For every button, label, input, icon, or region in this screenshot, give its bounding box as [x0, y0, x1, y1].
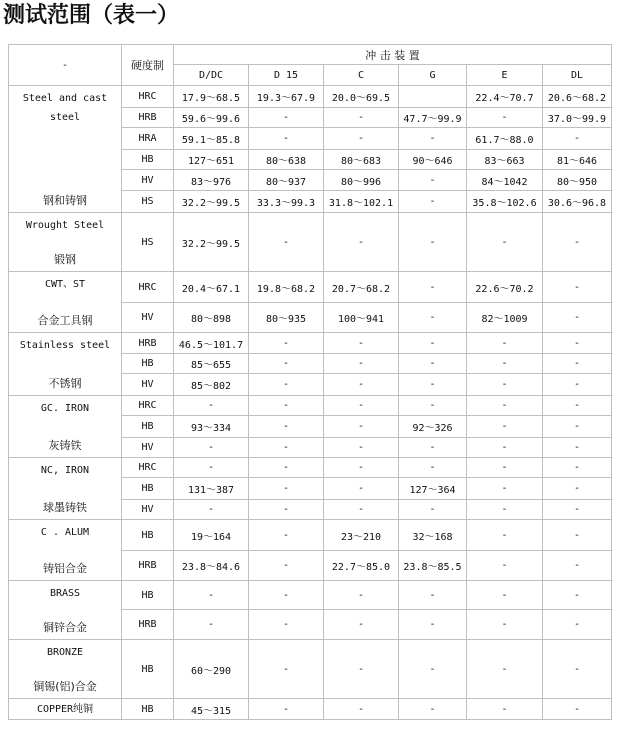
- material-cell: [9, 458, 122, 520]
- range-cell: -: [249, 416, 324, 438]
- material-name-cn: 不锈钢: [48, 377, 82, 390]
- hardness-scale-cell: HV: [122, 374, 174, 396]
- material-cell: [9, 396, 122, 458]
- hardness-scale-cell: HB: [122, 416, 174, 438]
- range-cell: 127～364: [399, 478, 467, 500]
- table-row: [9, 520, 612, 551]
- table-row: [9, 86, 612, 108]
- hardness-scale-cell: HS: [122, 191, 174, 213]
- range-cell: -: [249, 458, 324, 478]
- table-row: [9, 333, 612, 354]
- material-name-en: BRASS: [49, 588, 81, 599]
- range-cell: -: [543, 333, 612, 354]
- range-cell: -: [543, 396, 612, 416]
- range-cell: -: [467, 333, 543, 354]
- range-cell: -: [324, 610, 399, 640]
- range-cell: 80～638: [249, 150, 324, 170]
- range-cell: 131～387: [174, 478, 249, 500]
- range-cell: -: [249, 354, 324, 374]
- range-cell: -: [543, 416, 612, 438]
- hardness-scale-cell: HRB: [122, 551, 174, 581]
- hardness-scale-cell: HRC: [122, 396, 174, 416]
- range-cell: 30.6～96.8: [543, 191, 612, 213]
- hardness-scale-cell: HS: [122, 213, 174, 272]
- range-cell: -: [467, 108, 543, 128]
- material-cell: [9, 581, 122, 640]
- range-cell: 37.0～99.9: [543, 108, 612, 128]
- range-cell: 46.5～101.7: [174, 333, 249, 354]
- range-cell: -: [543, 458, 612, 478]
- range-cell: -: [324, 458, 399, 478]
- header-device-5: E: [467, 65, 543, 86]
- range-cell: -: [543, 354, 612, 374]
- range-cell: 22.6～70.2: [467, 272, 543, 303]
- hardness-scale-cell: HB: [122, 581, 174, 610]
- range-cell: 35.8～102.6: [467, 191, 543, 213]
- range-cell: 93～334: [174, 416, 249, 438]
- range-cell: -: [467, 520, 543, 551]
- range-cell: -: [174, 438, 249, 458]
- range-cell: 80～996: [324, 170, 399, 191]
- range-cell: -: [399, 640, 467, 699]
- material-name-en: GC. IRON: [40, 403, 90, 414]
- range-cell: -: [249, 333, 324, 354]
- range-cell: 22.4～70.7: [467, 86, 543, 108]
- range-cell: -: [324, 640, 399, 699]
- range-cell: 81～646: [543, 150, 612, 170]
- range-cell: -: [399, 128, 467, 150]
- range-cell: 31.8～102.1: [324, 191, 399, 213]
- range-cell: 85～802: [174, 374, 249, 396]
- range-cell: 80～937: [249, 170, 324, 191]
- range-cell: 80～935: [249, 303, 324, 333]
- range-cell: -: [324, 354, 399, 374]
- range-cell: -: [249, 478, 324, 500]
- range-cell: -: [467, 354, 543, 374]
- range-cell: -: [174, 500, 249, 520]
- range-cell: 82～1009: [467, 303, 543, 333]
- hardness-scale-cell: HRC: [122, 458, 174, 478]
- material-name-cn: 钢和铸钢: [43, 194, 87, 207]
- range-cell: -: [324, 438, 399, 458]
- range-cell: 83～976: [174, 170, 249, 191]
- range-cell: -: [324, 213, 399, 272]
- hardness-scale-cell: HV: [122, 500, 174, 520]
- range-cell: -: [467, 478, 543, 500]
- range-cell: -: [249, 374, 324, 396]
- range-cell: -: [543, 374, 612, 396]
- range-cell: 32.2～99.5: [174, 191, 249, 213]
- range-cell: 22.7～85.0: [324, 551, 399, 581]
- range-cell: 80～683: [324, 150, 399, 170]
- range-cell: 100～941: [324, 303, 399, 333]
- range-cell: 19～164: [174, 520, 249, 551]
- range-cell: -: [543, 640, 612, 699]
- range-cell: 20.6～68.2: [543, 86, 612, 108]
- range-cell: -: [399, 272, 467, 303]
- range-cell: -: [543, 520, 612, 551]
- hardness-scale-cell: HRB: [122, 333, 174, 354]
- range-cell: 61.7～88.0: [467, 128, 543, 150]
- table-row: [9, 699, 612, 720]
- range-cell: -: [249, 640, 324, 699]
- range-cell: 90～646: [399, 150, 467, 170]
- material-name-cn: 合金工具钢: [37, 314, 93, 327]
- range-cell: [399, 86, 467, 108]
- hardness-scale-cell: HB: [122, 520, 174, 551]
- hardness-range-table: [8, 44, 612, 720]
- range-cell: -: [249, 396, 324, 416]
- range-cell: -: [467, 396, 543, 416]
- range-cell: -: [399, 354, 467, 374]
- range-cell: -: [399, 458, 467, 478]
- range-cell: 20.0～69.5: [324, 86, 399, 108]
- range-cell: -: [249, 581, 324, 610]
- range-cell: -: [467, 438, 543, 458]
- range-cell: -: [399, 610, 467, 640]
- hardness-scale-cell: HB: [122, 354, 174, 374]
- range-cell: -: [324, 333, 399, 354]
- range-cell: 80～898: [174, 303, 249, 333]
- range-cell: -: [324, 396, 399, 416]
- material-name-en: BRONZE: [46, 647, 84, 658]
- hardness-scale-cell: HB: [122, 699, 174, 720]
- header-device-2: D 15: [249, 65, 324, 86]
- range-cell: 92～326: [399, 416, 467, 438]
- material-name-cn: 灰铸铁: [48, 439, 82, 452]
- range-cell: -: [543, 478, 612, 500]
- range-cell: -: [399, 374, 467, 396]
- material-cell: [9, 272, 122, 333]
- material-name-cn: 球墨铸铁: [43, 501, 87, 514]
- range-cell: 47.7～99.9: [399, 108, 467, 128]
- material-name-cn: 铜锡(铝)合金: [33, 680, 97, 693]
- range-cell: -: [324, 581, 399, 610]
- range-cell: -: [543, 213, 612, 272]
- range-cell: -: [467, 610, 543, 640]
- material-name-en: Stainless steel: [19, 340, 111, 351]
- hardness-scale-cell: HB: [122, 640, 174, 699]
- range-cell: -: [249, 438, 324, 458]
- range-cell: 84～1042: [467, 170, 543, 191]
- range-cell: -: [174, 458, 249, 478]
- hardness-scale-cell: HRB: [122, 610, 174, 640]
- range-cell: -: [543, 272, 612, 303]
- range-cell: -: [399, 303, 467, 333]
- material-name-en: Steel and cast steel: [22, 93, 108, 123]
- range-cell: -: [467, 640, 543, 699]
- range-cell: -: [467, 458, 543, 478]
- header-impact-device: 冲 击 装 置: [174, 45, 612, 65]
- range-cell: -: [467, 213, 543, 272]
- header-device-3: C: [324, 65, 399, 86]
- range-cell: 33.3～99.3: [249, 191, 324, 213]
- range-cell: 45～315: [174, 699, 249, 720]
- material-name-en: NC, IRON: [40, 465, 90, 476]
- range-cell: -: [543, 699, 612, 720]
- hardness-scale-cell: HB: [122, 478, 174, 500]
- range-cell: -: [399, 500, 467, 520]
- range-cell: 80～950: [543, 170, 612, 191]
- table-header: [9, 45, 612, 86]
- range-cell: -: [324, 128, 399, 150]
- range-cell: -: [543, 438, 612, 458]
- table-row: [9, 213, 612, 272]
- hardness-scale-cell: HRC: [122, 272, 174, 303]
- range-cell: -: [543, 581, 612, 610]
- hardness-scale-cell: HV: [122, 303, 174, 333]
- header-dash-cell: -: [9, 45, 122, 86]
- range-cell: 85～655: [174, 354, 249, 374]
- range-cell: -: [324, 500, 399, 520]
- range-cell: 32～168: [399, 520, 467, 551]
- range-cell: -: [399, 396, 467, 416]
- range-cell: -: [467, 500, 543, 520]
- table-row: [9, 581, 612, 610]
- range-cell: 23.8～85.5: [399, 551, 467, 581]
- table-body: [9, 86, 612, 720]
- range-cell: 19.3～67.9: [249, 86, 324, 108]
- material-cell: [9, 699, 122, 720]
- material-name-cn: 锻钢: [54, 253, 76, 266]
- range-cell: -: [249, 213, 324, 272]
- header-device-4: G: [399, 65, 467, 86]
- range-cell: -: [249, 610, 324, 640]
- range-cell: -: [324, 416, 399, 438]
- range-cell: -: [324, 374, 399, 396]
- range-cell: -: [174, 396, 249, 416]
- range-cell: -: [467, 416, 543, 438]
- range-cell: -: [399, 438, 467, 458]
- range-cell: -: [174, 581, 249, 610]
- material-cell: [9, 213, 122, 272]
- range-cell: -: [324, 108, 399, 128]
- range-cell: -: [467, 374, 543, 396]
- range-cell: -: [543, 128, 612, 150]
- table-row: [9, 272, 612, 303]
- table-row: [9, 396, 612, 416]
- range-cell: -: [324, 699, 399, 720]
- hardness-scale-cell: HV: [122, 438, 174, 458]
- hardness-scale-cell: HV: [122, 170, 174, 191]
- range-cell: 32.2～99.5: [174, 213, 249, 272]
- range-cell: -: [249, 520, 324, 551]
- range-cell: -: [249, 551, 324, 581]
- range-cell: 19.8～68.2: [249, 272, 324, 303]
- range-cell: -: [174, 610, 249, 640]
- range-cell: -: [467, 551, 543, 581]
- range-cell: -: [249, 699, 324, 720]
- table-row: [9, 458, 612, 478]
- hardness-scale-cell: HRC: [122, 86, 174, 108]
- range-cell: -: [249, 108, 324, 128]
- range-cell: 20.4～67.1: [174, 272, 249, 303]
- material-cell: [9, 520, 122, 581]
- material-name-cn: 铸铝合金: [43, 562, 87, 575]
- hardness-scale-cell: HB: [122, 150, 174, 170]
- table-row: [9, 640, 612, 699]
- material-name-en: COPPER纯铜: [36, 703, 94, 715]
- page-title: 测试范围（表一）: [3, 2, 180, 28]
- range-cell: -: [399, 581, 467, 610]
- range-cell: -: [324, 478, 399, 500]
- material-name-cn: 铜锌合金: [43, 621, 87, 634]
- range-cell: 127～651: [174, 150, 249, 170]
- range-cell: -: [467, 581, 543, 610]
- material-name-en: C . ALUM: [40, 527, 90, 538]
- material-cell: [9, 640, 122, 699]
- range-cell: 23～210: [324, 520, 399, 551]
- header-device-6: DL: [543, 65, 612, 86]
- range-cell: -: [399, 213, 467, 272]
- hardness-scale-cell: HRA: [122, 128, 174, 150]
- header-device-1: D/DC: [174, 65, 249, 86]
- range-cell: -: [543, 610, 612, 640]
- range-cell: 59.1～85.8: [174, 128, 249, 150]
- range-cell: 59.6～99.6: [174, 108, 249, 128]
- material-cell: [9, 333, 122, 396]
- range-cell: 17.9～68.5: [174, 86, 249, 108]
- range-cell: -: [399, 333, 467, 354]
- material-cell: [9, 86, 122, 213]
- range-cell: -: [249, 128, 324, 150]
- range-cell: 60～290: [174, 640, 249, 699]
- range-cell: 23.8～84.6: [174, 551, 249, 581]
- material-name-en: CWT、ST: [44, 279, 86, 290]
- range-cell: -: [399, 191, 467, 213]
- header-hardness-scale: 硬度制: [122, 45, 174, 86]
- range-cell: -: [399, 170, 467, 191]
- material-name-en: Wrought Steel: [25, 220, 105, 231]
- hardness-scale-cell: HRB: [122, 108, 174, 128]
- range-cell: -: [399, 699, 467, 720]
- range-cell: -: [543, 551, 612, 581]
- range-cell: -: [467, 699, 543, 720]
- range-cell: -: [249, 500, 324, 520]
- range-cell: -: [543, 500, 612, 520]
- range-cell: 20.7～68.2: [324, 272, 399, 303]
- range-cell: -: [543, 303, 612, 333]
- range-cell: 83～663: [467, 150, 543, 170]
